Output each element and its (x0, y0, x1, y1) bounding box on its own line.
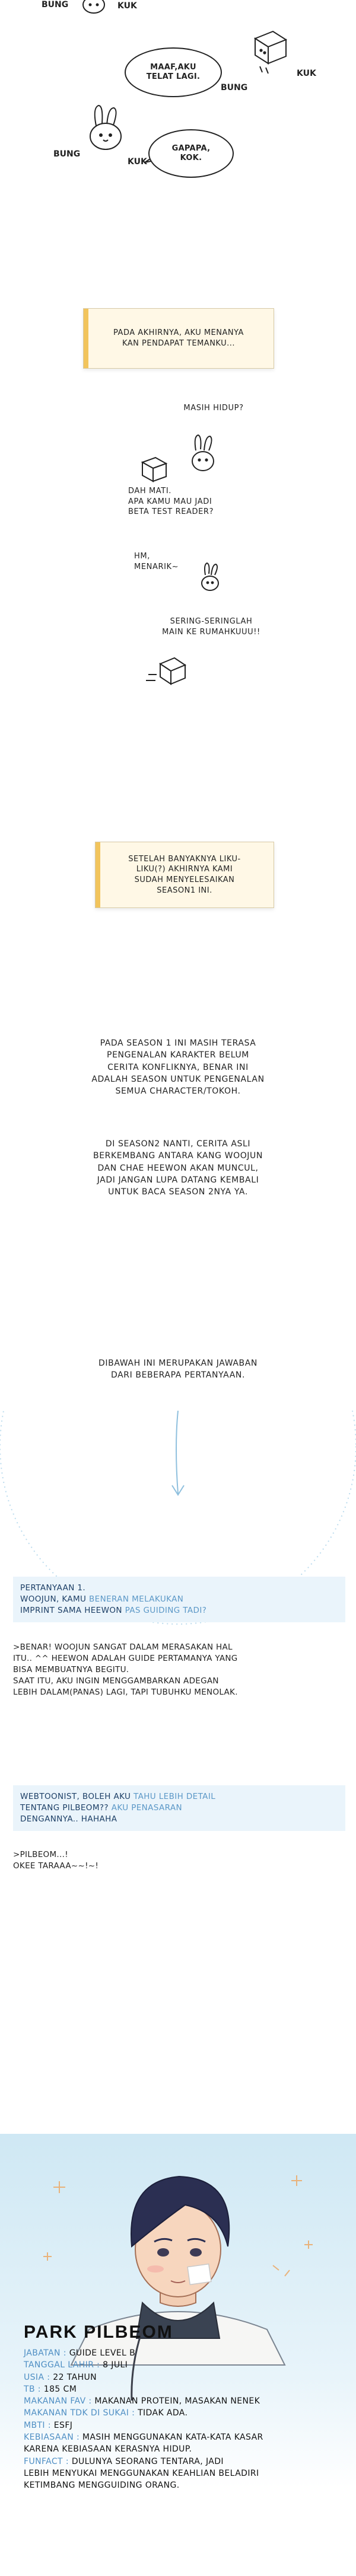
narration-note-2-text: SETELAH BANYAKNYA LIKU- LIKU(?) AKHIRNYA KAMI SUDAH MENYELESAIKAN SEASON1 INI. (128, 854, 241, 895)
narration-note-1 (83, 308, 274, 369)
cheek-bandage (187, 2264, 211, 2285)
question-box-2 (13, 1785, 345, 1831)
profile-row-habit (24, 2431, 344, 2456)
question-2-text-b: TENTANG PILBEOM?? (20, 1802, 109, 1813)
note-accent-bar-2 (96, 842, 100, 907)
profile-row-age (24, 2372, 344, 2383)
profile-key: FUNFACT : (24, 2456, 72, 2466)
box-head-doodle (142, 458, 166, 481)
profile-key: MAKANAN FAV : (24, 2396, 95, 2406)
right-eye (190, 2248, 202, 2257)
profile-value: DULUNYA SEORANG TENTARA, JADI LEBIH MENYUKAI MENGGUNAKAN KEAHLIAN BELADIRI KETIMBANG MENGGUIDING ORANG. (24, 2456, 259, 2491)
question-2-text-a: WEBTOONIST, BOLEH AKU (20, 1792, 134, 1801)
dialog-alive: MASIH HIDUP? (183, 404, 244, 413)
narration-note-2 (95, 842, 274, 908)
left-eye (157, 2248, 169, 2257)
question-2-highlight-1: TAHU LEBIH DETAIL (133, 1792, 216, 1801)
question-2-highlight-2: AKU PENASARAN (111, 1802, 183, 1813)
profile-value: MAKANAN PROTEIN, MASAKAN NENEK (94, 2396, 260, 2406)
profile-row-height (24, 2383, 344, 2395)
dotted-ring-decoration (0, 1411, 356, 1660)
question-2-text-c: DENGANNYA.. HAHAHA (20, 1814, 117, 1824)
profile-key: TB : (24, 2384, 44, 2394)
sfx-bung-1: BUNG (42, 0, 69, 9)
arrow-line (176, 1411, 178, 1494)
profile-key: USIA : (24, 2372, 53, 2382)
profile-value: MASIH MENGGUNAKAN KATA-KATA KASAR KARENA KEBIASAAN KERASNYA HIDUP. (24, 2433, 263, 2454)
sfx-kuk-1: KUK (117, 1, 137, 11)
sfx-kuk-2: KUK (297, 69, 316, 78)
profile-key: TANGGAL LAHIR : (24, 2360, 103, 2370)
paragraph-answers-intro: DIBAWAH INI MERUPAKAN JAWABAN DARI BEBERAPA PERTANYAAN. (98, 1359, 258, 1380)
profile-key: MAKANAN TDK DI SUKAI : (24, 2408, 138, 2418)
bunny-head-doodle (192, 435, 214, 471)
profile-value: 8 JULI (103, 2360, 128, 2370)
profile-value: TIDAK ADA. (138, 2408, 188, 2418)
profile-key: JABATAN : (24, 2348, 69, 2358)
note-accent-bar (84, 309, 88, 368)
paragraph-season1: PADA SEASON 1 INI MASIH TERASA PENGENALAN KARAKTER BELUM CERITA KONFLIKNYA, BENAR INI ADALAH SEASON UNTUK PENGENALAN SEMUA CHARACTER/TOKOH. (91, 1038, 265, 1097)
profile-key: MBTI : (24, 2420, 54, 2430)
profile-stats (24, 2347, 344, 2492)
question-1-heading: PERTANYAAN 1. (20, 1583, 86, 1593)
paragraph-season2: DI SEASON2 NANTI, CERITA ASLI BERKEMBANG ANTARA KANG WOOJUN DAN CHAE HEEWON AKAN MUNCUL, JADI JANGAN LUPA DATANG KEMBALI UNTUK BACA SEASON 2NYA YA. (93, 1139, 263, 1197)
sfx-kuk-3: KUK (128, 157, 147, 167)
sfx-bung-2: BUNG (221, 83, 248, 92)
question-1-highlight-1: BENERAN MELAKUKAN (89, 1594, 184, 1604)
bunny-doodle-top (83, 0, 104, 13)
question-1-text-a: WOOJUN, KAMU (20, 1594, 90, 1604)
answer-1: >BENAR! WOOJUN SANGAT DALAM MERASAKAN HAL ITU.. ^^ HEEWON ADALAH GUIDE PERTAMANYA YANG BISA MEMBUATNYA BEGITU. SAAT ITU, AKU INGIN MENGGAMBARKAN ADEGAN LEBIH DALAM(PANAS) LAGI, TAPI TUBUHKU MENOLAK. (13, 1642, 238, 1697)
dialog-dead: DAH MATI. APA KAMU MAU JADI BETA TEST READER? (128, 487, 214, 517)
profile-value: ESFJ (53, 2420, 73, 2430)
profile-row-position (24, 2347, 344, 2359)
box-character (255, 31, 286, 73)
speech-bubble-ok: GAPAPA, KOK. (148, 129, 234, 178)
blush (147, 2265, 164, 2273)
question-1-highlight-2: PAS GUIDING TADI? (125, 1605, 207, 1615)
flying-box-doodle (146, 658, 185, 684)
profile-row-funfact (24, 2456, 344, 2492)
speech-bubble-sorry: MAAF,AKU TELAT LAGI. (125, 47, 222, 97)
profile-row-mbti (24, 2420, 344, 2431)
profile-value: GUIDE LEVEL B (69, 2348, 136, 2358)
answer-2: >PILBEOM...! OKEE TARAAA~~!~! (13, 1850, 99, 1871)
sfx-bung-3: BUNG (53, 149, 81, 159)
profile-row-birthday (24, 2359, 344, 2371)
dialog-interesting: HM, MENARIK~ (134, 552, 179, 571)
profile-key: KEBIASAAN : (24, 2433, 82, 2443)
question-box-1 (13, 1577, 345, 1622)
profile-row-fav-food (24, 2395, 344, 2407)
character-name: PARK PILBEOM (24, 2322, 173, 2342)
bunny-doodle-bottom (90, 106, 121, 149)
narration-note-1-text: PADA AKHIRNYA, AKU MENANYA KAN PENDAPAT TEMANKU... (113, 328, 244, 348)
profile-value: 22 TAHUN (53, 2372, 97, 2382)
dialog-visit: SERING-SERINGLAH MAIN KE RUMAHKUUU!! (162, 617, 260, 637)
profile-value: 185 CM (43, 2384, 77, 2394)
profile-row-disliked-food (24, 2407, 344, 2419)
question-1-text-b: IMPRINT SAMA HEEWON (20, 1605, 122, 1615)
